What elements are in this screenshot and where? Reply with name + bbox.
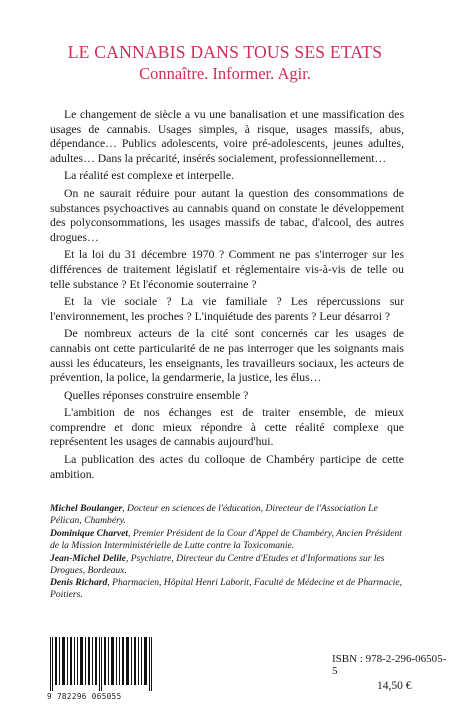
author-name: Denis Richard [50,577,108,589]
blurb-paragraph: De nombreux acteurs de la cité sont concernés car les usages de cannabis ont cette particularité de ne pas interroger que les soignants mais aussi les éducateurs, les enseignants, les travailleurs sociaux, les acteurs de prévention, la police, la gendarmerie, la justice, les élus… [50,327,404,385]
blurb-paragraph: Et la vie sociale ? La vie familiale ? Les répercussions sur l'environnement, les proches ? L'inquiétude des parents ? Leur désarroi ? [50,295,404,323]
author-description: , Psychiatre, Directeur du Centre d'Etudes et d'Informations sur les Drogues, Bordeaux. [50,552,385,576]
author-entry [50,503,410,527]
blurb [50,108,404,485]
author-description: , Docteur en sciences de l'éducation, Directeur de l'Association Le Pélican, Chambéry. [50,503,378,526]
barcode-icon [48,637,158,691]
book-title: LE CANNABIS DANS TOUS SES ETATS [67,42,383,62]
blurb-paragraph: On ne saurait réduire pour autant la question des consommations de substances psychoactives au cannabis quand on constate le développement des polyconsommations, les usages massifs de tabac, d'alcool, des autres drogues… [50,186,404,244]
author-entry [50,577,410,601]
author-entry [50,528,410,552]
author-description: , Premier Président de la Cour d'Appel de Chambéry, Ancien Président de la Mission Interministérielle de Lutte contre la Toxicomanie. [50,527,402,551]
blurb-paragraph: Et la loi du 31 décembre 1970 ? Comment ne pas s'interroger sur les différences de traitement législatif et réglementaire vis-à-vis de telle ou telle substance ? Et l'économie souterraine ? [50,248,404,291]
author-description: , Pharmacien, Hôpital Henri Laborit, Faculté de Médecine et de Pharmacie, Poitiers. [50,577,402,601]
author-name: Jean-Michel Delile [50,552,126,564]
barcode-digits: 9 782296 065055 [47,692,122,701]
book-subtitle: Connaître. Informer. Agir. [139,64,311,83]
author-list [50,503,410,602]
isbn: ISBN : 978-2-296-06505-5 [332,653,447,677]
author-name: Michel Boulanger [50,503,123,514]
price: 14,50 € [377,680,412,692]
author-name: Dominique Charvet [50,527,129,539]
author-entry [50,553,410,577]
blurb-paragraph: Quelles réponses construire ensemble ? [64,388,249,402]
blurb-paragraph: L'ambition de nos échanges est de traiter ensemble, de mieux comprendre et donc mieux répondre à cette réalité complexe que représentent les usages de cannabis aujourd'hui. [50,406,404,449]
blurb-paragraph: La réalité est complexe et interpelle. [64,169,235,183]
blurb-paragraph: Le changement de siècle a vu une banalisation et une massification des usages de cannabis. Usages simples, à risque, usages massifs, abus, dépendance… Publics adolescents, voire pré-adolescents, jeunes adultes, adultes… Dans la précarité, insérés socialement, professionnellement… [50,108,404,165]
blurb-paragraph: La publication des actes du colloque de Chambéry participe de cette ambition. [50,453,404,481]
